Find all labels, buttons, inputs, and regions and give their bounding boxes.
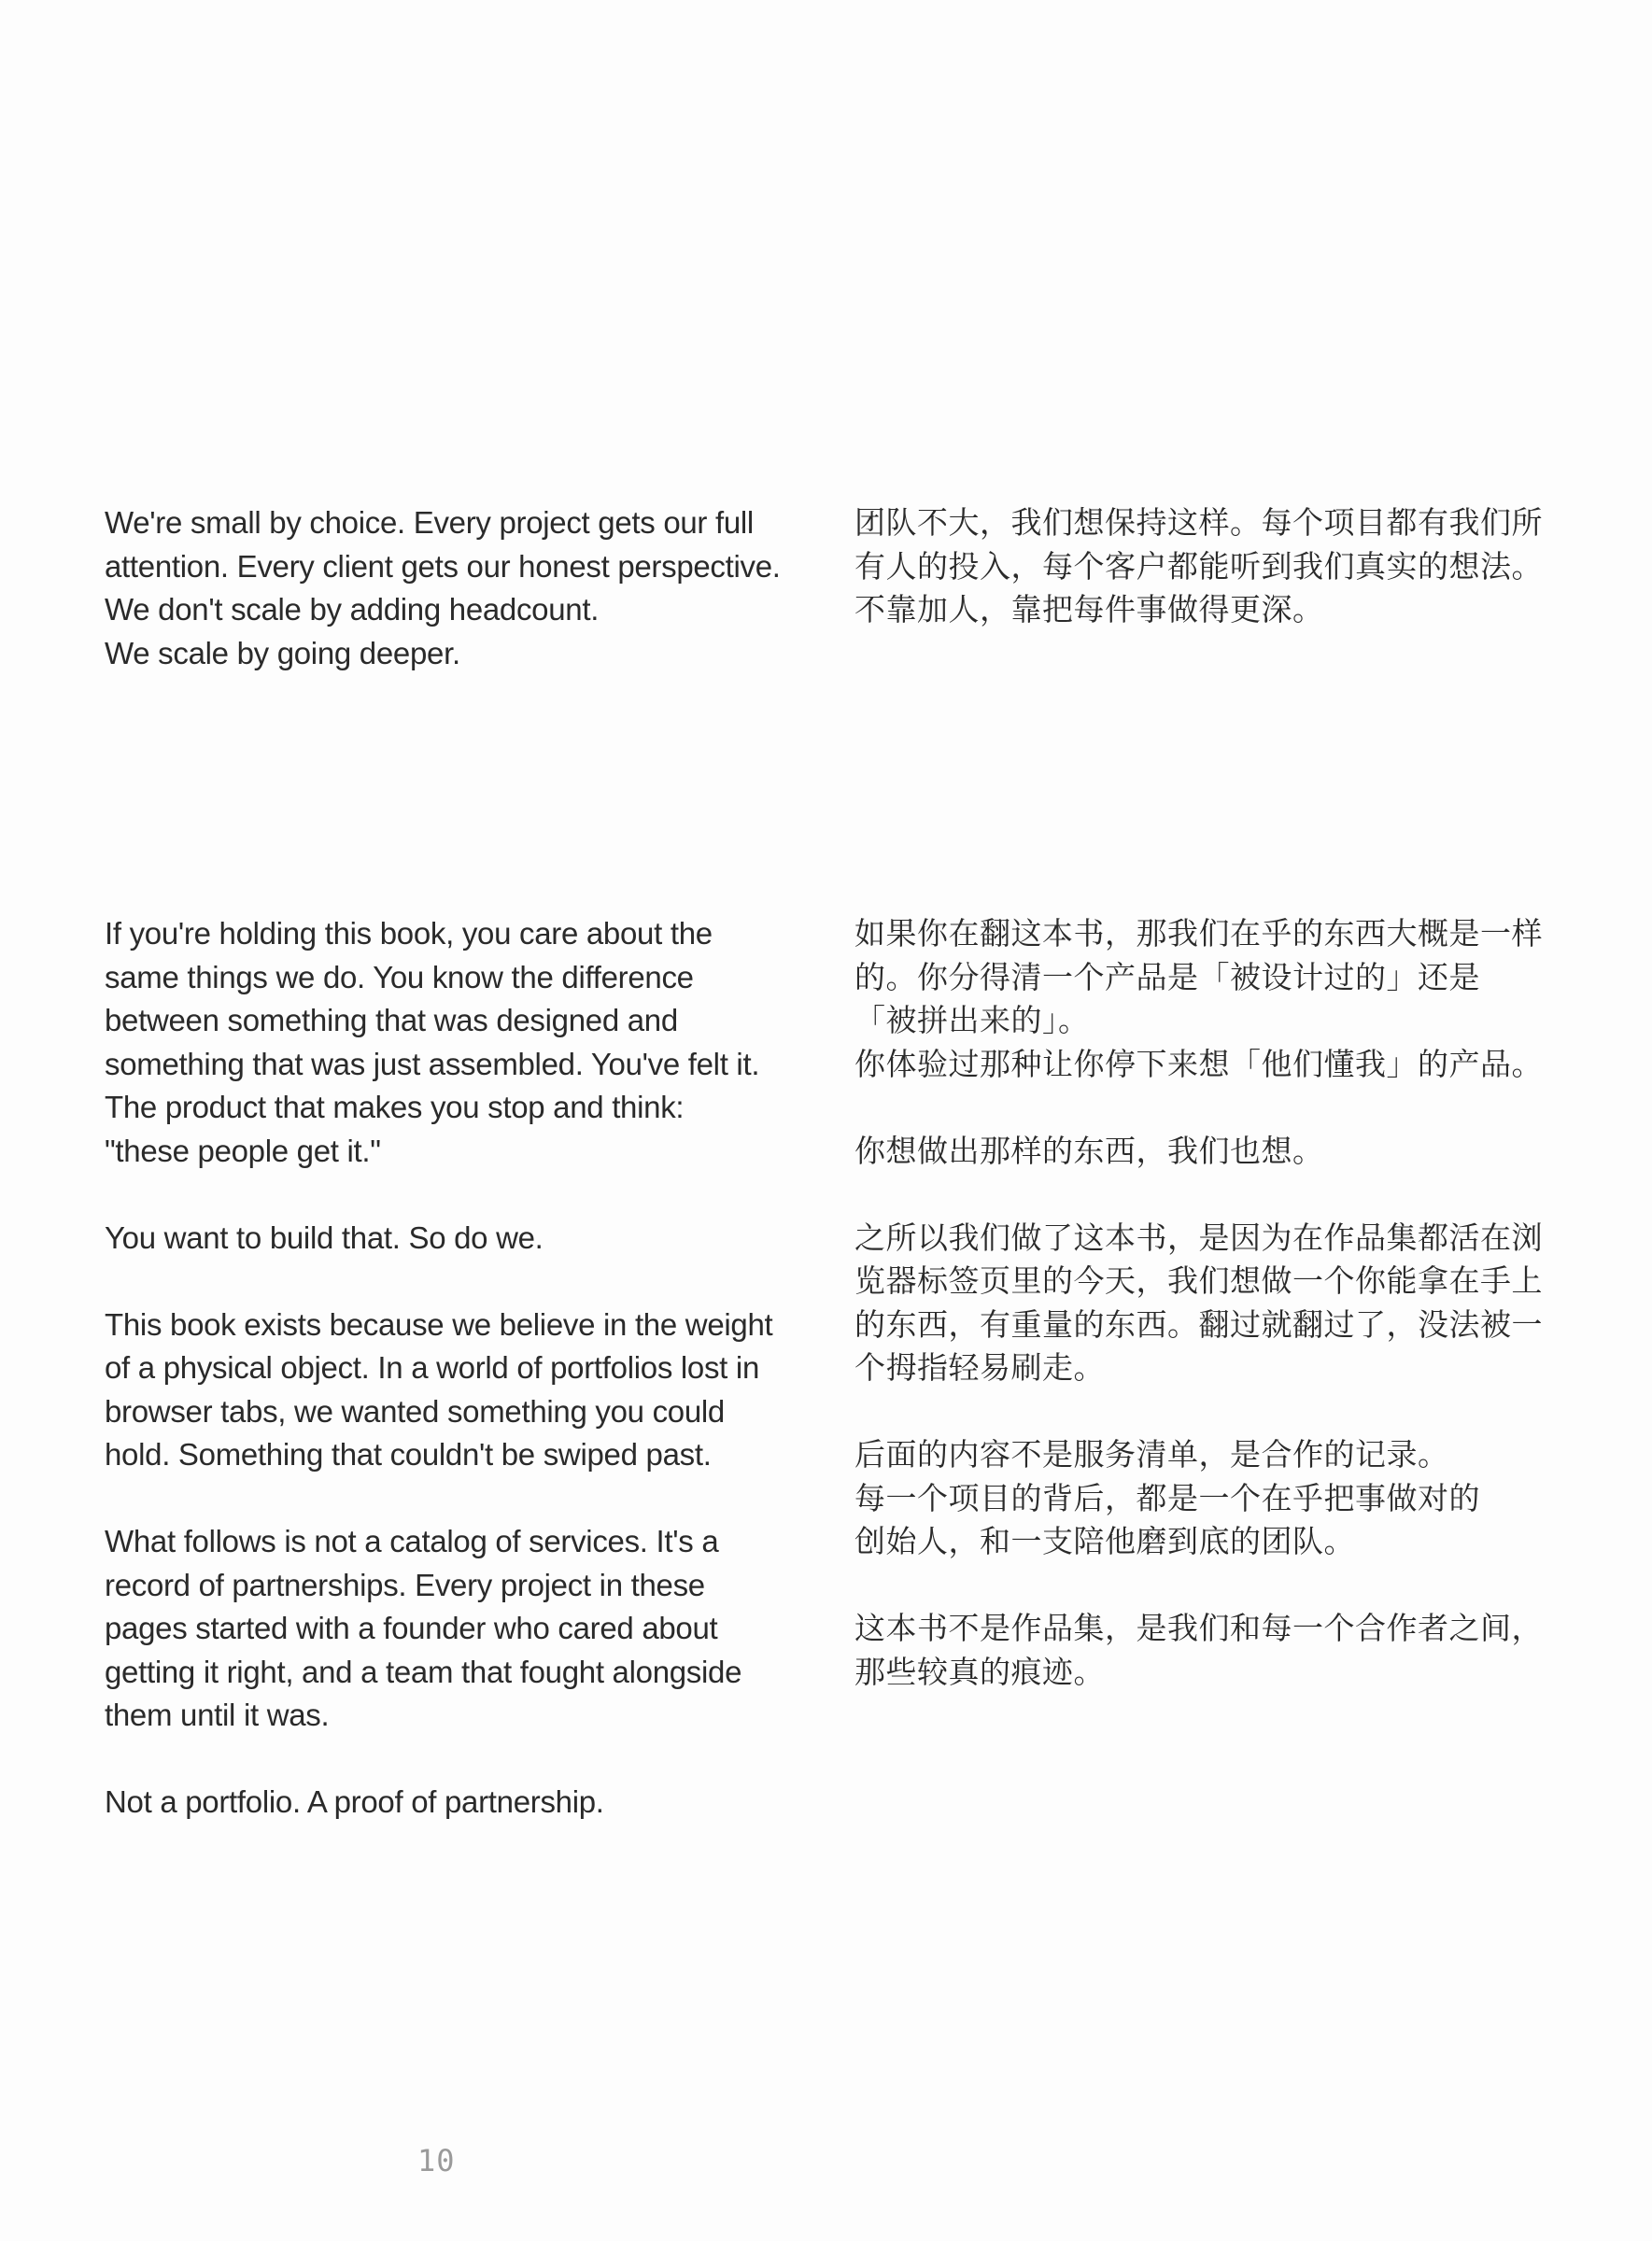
text-line: This book exists because we believe in the weight — [105, 1306, 773, 1342]
text-line: hold. Something that couldn't be swiped past. — [105, 1437, 712, 1472]
paragraph-gap — [854, 1086, 1546, 1130]
text-line: something that was just assembled. You've felt it. — [105, 1046, 760, 1081]
text-line: 这本书不是作品集，是我们和每一个合作者之间， — [854, 1611, 1543, 1645]
text-line: pages started with a founder who cared about — [105, 1611, 718, 1645]
text-line: of a physical object. In a world of portfolios lost in — [105, 1350, 760, 1385]
text-line: 个拇指轻易刷走。 — [854, 1350, 1105, 1385]
body-chinese — [854, 912, 1546, 1694]
paragraph — [854, 1607, 1546, 1694]
body-english — [105, 912, 796, 1825]
paragraph — [854, 912, 1546, 1086]
paragraph — [854, 1130, 1546, 1174]
text-line: 「被拼出来的」。 — [854, 1003, 1090, 1037]
paragraph-gap — [854, 1390, 1546, 1434]
text-line: You want to build that. So do we. — [105, 1219, 544, 1255]
paragraph — [854, 1433, 1546, 1564]
paragraph-gap — [105, 1738, 796, 1782]
text-line: We scale by going deeper. — [105, 635, 460, 670]
text-line: same things we do. You know the difference — [105, 959, 694, 994]
text-line: 如果你在翻这本书，那我们在乎的东西大概是一样 — [854, 916, 1543, 951]
text-line: between something that was designed and — [105, 1003, 678, 1037]
text-line: 的东西，有重量的东西。翻过就翻过了，没法被一 — [854, 1306, 1543, 1342]
text-line: 不靠加人，靠把每件事做得更深。 — [854, 592, 1324, 627]
paragraph — [105, 1520, 796, 1738]
text-line: 创始人，和一支陪他磨到底的团队。 — [854, 1524, 1355, 1558]
text-line: We're small by choice. Every project gets our full — [105, 505, 754, 540]
text-line: 你想做出那样的东西，我们也想。 — [854, 1133, 1324, 1168]
text-line: 览器标签页里的今天，我们想做一个你能拿在手上 — [854, 1263, 1543, 1298]
text-line: 你体验过那种让你停下来想「他们懂我」的产品。 — [854, 1046, 1543, 1081]
text-line: 团队不大，我们想保持这样。每个项目都有我们所 — [854, 505, 1543, 540]
text-line: getting it right, and a team that fought alongside — [105, 1654, 742, 1689]
text-line: 后面的内容不是服务清单，是合作的记录。 — [854, 1437, 1449, 1472]
text-line: 有人的投入，每个客户都能听到我们真实的想法。 — [854, 548, 1543, 584]
text-line: 之所以我们做了这本书，是因为在作品集都活在浏 — [854, 1219, 1543, 1255]
text-line: them until it was. — [105, 1698, 330, 1732]
text-line: browser tabs, we wanted something you could — [105, 1393, 725, 1429]
text-line: record of partnerships. Every project in these — [105, 1567, 705, 1602]
paragraph-gap — [854, 1173, 1546, 1217]
paragraph-gap — [105, 1477, 796, 1521]
paragraph-gap — [854, 1564, 1546, 1608]
text-line: If you're holding this book, you care about the — [105, 916, 713, 951]
paragraph — [105, 1781, 796, 1825]
page-number: 10 — [417, 2143, 456, 2178]
text-line: We don't scale by adding headcount. — [105, 592, 600, 627]
text-line: 那些较真的痕迹。 — [854, 1654, 1105, 1689]
text-line: What follows is not a catalog of services. It's a — [105, 1524, 719, 1558]
intro-chinese — [854, 501, 1546, 632]
intro-english — [105, 501, 796, 675]
text-line: 每一个项目的背后，都是一个在乎把事做对的 — [854, 1480, 1480, 1515]
paragraph-gap — [105, 1260, 796, 1304]
text-line: 的。你分得清一个产品是「被设计过的」还是 — [854, 959, 1480, 994]
paragraph — [105, 1217, 796, 1261]
paragraph — [854, 1217, 1546, 1390]
paragraph — [105, 1304, 796, 1477]
paragraph-gap — [105, 1173, 796, 1217]
text-line: The product that makes you stop and think: — [105, 1090, 685, 1124]
text-line: attention. Every client gets our honest perspective. — [105, 548, 781, 584]
paragraph — [105, 912, 796, 1173]
text-line: Not a portfolio. A proof of partnership. — [105, 1784, 604, 1819]
text-line: "these people get it." — [105, 1133, 381, 1168]
